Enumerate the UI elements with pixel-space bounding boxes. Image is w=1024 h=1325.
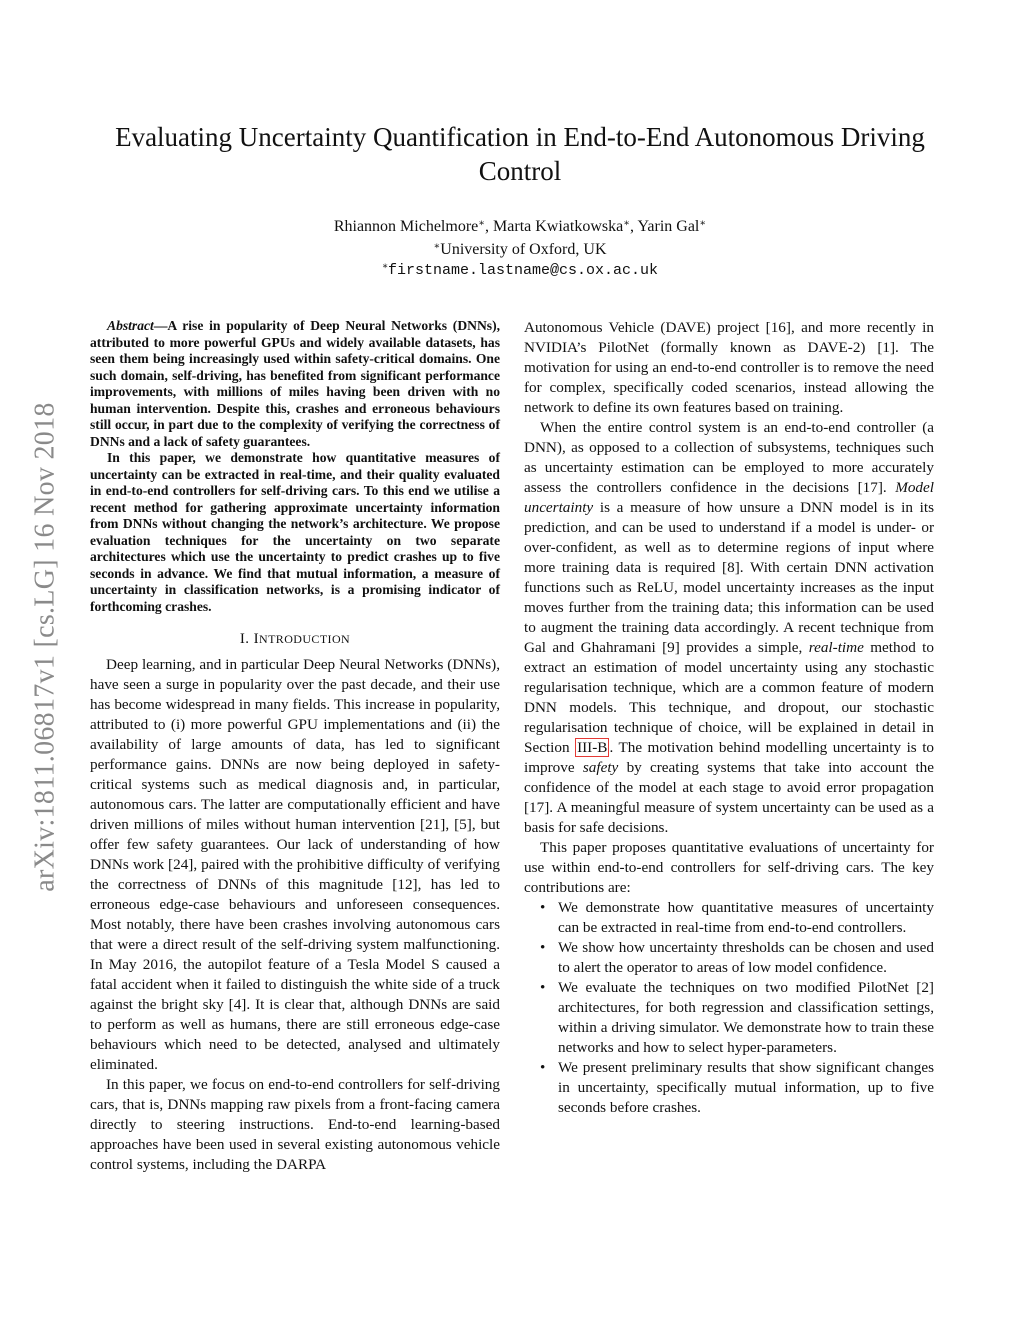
arxiv-identifier-text: arXiv:1811.06817v1 [cs.LG] 16 Nov 2018 [30, 402, 62, 892]
body-paragraph: In this paper, we focus on end-to-end controllers for self-driving cars, that is, DNNs mapping raw pixels from a front-facing camera directly to steering instructions. End-to-end learning-based approaches have been used in several existing autonomous vehicle control systems, including the DARPA [90, 1076, 500, 1173]
list-item [524, 938, 934, 978]
affiliation [95, 240, 945, 260]
author-list: Rhiannon Michelmore∗, Marta Kwiatkowska∗, Yarin Gal∗ [333, 218, 707, 235]
author-name: Yarin Gal [637, 218, 700, 235]
bullet-icon: • [540, 939, 546, 956]
section-title-rest: NTRODUCTION [259, 632, 351, 646]
text-run: . The motivation behind modelling uncertainty is to improve [524, 739, 935, 776]
affiliation-mark: ∗ [381, 262, 388, 273]
list-item-text: We show how uncertainty thresholds can be chosen and used to alert the operator to areas of low model confidence. [558, 939, 934, 976]
list-item-text: We evaluate the techniques on two modified PilotNet [2] architectures, for both regression and classification settings, within a driving simulator. We demonstrate how to train these networks and how to select hyper-parameters. [558, 979, 934, 1056]
abstract-label: Abstract [107, 318, 154, 333]
abstract-paragraph: In this paper, we demonstrate how quantitative measures of uncertainty can be extracted in real-time, and their quality evaluated in end-to-end controllers for self-driving cars. To this end we utilise a recent method for gathering approximate uncertainty information from DNNs without changing the network’s architecture. We propose evaluation techniques for the uncertainty on two separate architectures which use the uncertainty to predict crashes up to five seconds in advance. We find that mutual information, a measure of uncertainty in classification networks, is a promising indicator of forthcoming crashes. [90, 450, 500, 614]
email-text: firstname.lastname@cs.ox.ac.uk [387, 262, 659, 279]
abstract [90, 318, 500, 615]
affiliation-text: University of Oxford, UK [440, 241, 607, 258]
text-run: method to extract an estimation of model uncertainty using any stochastic regularisation technique, which are a common feature of modern DNN models. This technique, and dropout, our stochastic regularisation technique of choice, will be explained in detail in Section [524, 639, 935, 756]
arxiv-identifier-stamp [30, 347, 62, 947]
abstract-dash: — [153, 318, 168, 333]
author-name: Marta Kwiatkowska [493, 218, 624, 235]
bullet-icon: • [540, 899, 546, 916]
left-column [90, 318, 500, 1175]
section-title-initial: I [253, 631, 260, 647]
paper-title: Evaluating Uncertainty Quantification in End-to-End Autonomous Driving Control [115, 122, 925, 186]
affiliation-mark: ∗ [478, 218, 486, 229]
text-run: by creating systems that take into account the confidence of the model at each stage to avoid error propagation [17]. A meaningful measure of system uncertainty can be used as a basis for safe decisions. [524, 759, 934, 836]
affiliation-mark: ∗ [433, 241, 441, 252]
contributions-list [524, 898, 934, 1118]
author-name: Rhiannon Michelmore [333, 218, 479, 235]
section-number: I. [239, 631, 250, 647]
section-heading-introduction [90, 629, 500, 649]
bullet-icon: • [540, 979, 546, 996]
affiliation-mark: ∗ [699, 218, 707, 229]
emphasis-text: safety [582, 759, 619, 776]
contact-email [95, 261, 945, 281]
introduction-body-right [524, 318, 934, 1118]
abstract-text: A rise in popularity of Deep Neural Networks (DNNs), attributed to more powerful GPUs and widely available datasets, has seen them being increasingly used within safety-critical domains. One such domain, self-driving, has benefited from significant performance improvements, with millions of miles having been driven with no human intervention. Despite this, crashes and erroneous behaviours still occur, in part due to the complexity of verifying the correctness of DNNs and a lack of safety guarantees. [90, 318, 500, 449]
emphasis-text: Model uncertainty [524, 479, 934, 516]
text-run: is a measure of how unsure a DNN model is in its prediction, and can be used to understand if a model is under- or over-confident, as well as to determine regions of input where more training data is required [8]. With certain DNN activation functions such as ReLU, model uncertainty increases as the input moves further from the training data; this information can be used to augment the training data accordingly. A recent technique from Gal and Ghahramani [9] provides a simple, [524, 499, 934, 656]
emphasis-text: real-time [808, 639, 864, 656]
list-item [524, 1058, 934, 1118]
body-paragraph: Autonomous Vehicle (DAVE) project [16], and more recently in NVIDIA’s PilotNet (formally known as DAVE-2) [1]. The motivation for using an end-to-end controller is to remove the need for complex, specifically coded scenarios, instead allowing the network to define its own features based on training. [524, 319, 934, 416]
bullet-icon: • [540, 1059, 546, 1076]
list-item-text: We present preliminary results that show significant changes in uncertainty, specifically mutual information, up to five seconds before crashes. [558, 1059, 934, 1116]
text-run: When the entire control system is an end-to-end controller (a DNN), as opposed to a collection of subsystems, techniques such as uncertainty estimation can be employed to more accurately assess the controllers confidence in the decisions [17]. [524, 419, 934, 496]
body-paragraph: This paper proposes quantitative evaluations of uncertainty for use within end-to-end controllers for self-driving cars. The key contributions are: [524, 839, 934, 896]
introduction-body-left [90, 655, 500, 1175]
body-paragraph: Deep learning, and in particular Deep Neural Networks (DNNs), have seen a surge in popularity over the past decade, and their use has become widespread in many fields. This increase in popularity, attributed to (i) more powerful GPU implementations and (ii) the availability of large amounts of data, has led to significant performance gains. DNNs are now being deployed in safety-critical systems such as medical diagnosis and, in particular, autonomous cars. The latter are computationally efficient and have driven millions of miles without human intervention [21], [5], but offer few safety guarantees. Our lack of understanding of how DNNs work [24], paired with the prohibitive difficulty of verifying the correctness of DNNs of this magnitude [12], has led to erroneous edge-case behaviours and unforeseen consequences. Most notably, there have been crashes involving autonomous cars that were a direct result of the self-driving system malfunctioning. In May 2016, the autopilot feature of a Tesla Model S caused a fatal accident when it failed to distinguish the white side of a truck against the bright sky [4]. It is clear that, although DNNs are said to perform as well as humans, there are still erroneous edge-case behaviours which need to be detected, analysed and ultimately eliminated. [90, 656, 500, 1073]
abstract-paragraph [90, 318, 500, 450]
body-paragraph [524, 418, 934, 838]
section-reference-link[interactable]: III-B [577, 739, 608, 756]
list-item-text: We demonstrate how quantitative measures of uncertainty can be extracted in real-time from end-to-end controllers. [558, 899, 934, 936]
list-item [524, 978, 934, 1058]
right-column [524, 318, 934, 1118]
list-item [524, 898, 934, 938]
affiliation-mark: ∗ [623, 218, 631, 229]
